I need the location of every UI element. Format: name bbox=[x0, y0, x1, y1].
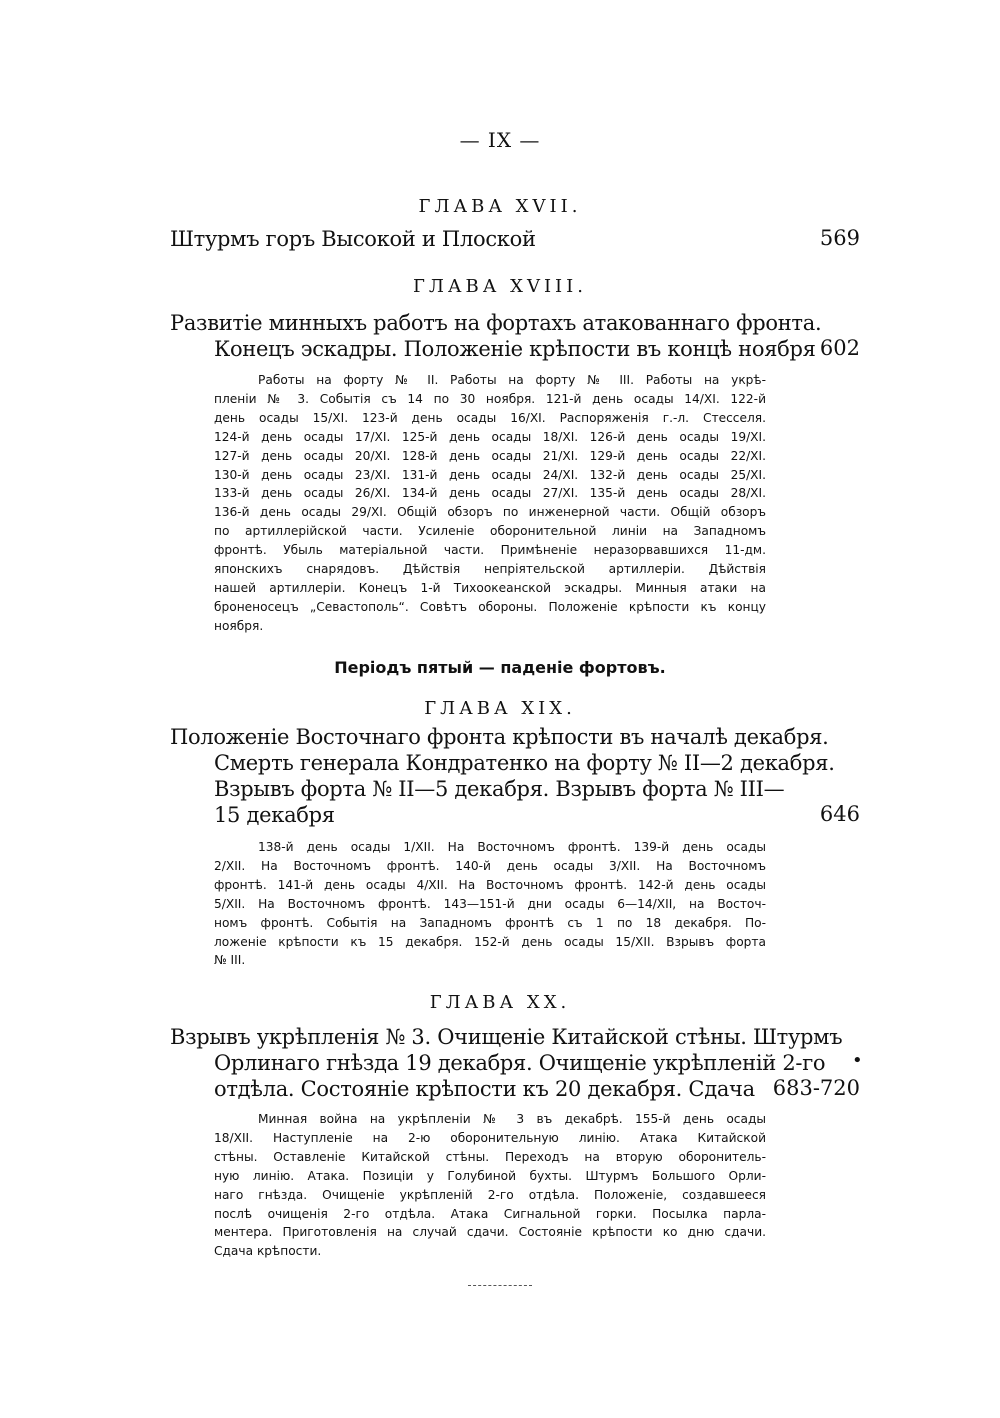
summary-line: ную линію. Атака. Позиціи у Голубиной бухты. Штурмъ Большого Орли- bbox=[214, 1168, 766, 1183]
summary-line: 127-й день осады 20/XI. 128-й день осады 21/XI. 129-й день осады 22/XI. bbox=[214, 448, 766, 463]
summary-line: пленіи № 3. Событія съ 14 по 30 ноября. 121-й день осады 14/XI. 122-й bbox=[214, 391, 766, 406]
chapter-18-heading: ГЛАВА XVIII. bbox=[412, 276, 588, 297]
chapter-19-page: 646 bbox=[819, 802, 860, 826]
chapter-18-page: 602 bbox=[819, 336, 860, 360]
summary-line: 138-й день осады 1/XII. На Восточномъ фронтѣ. 139-й день осады bbox=[258, 840, 766, 854]
chapter-20-title-line: Орлинаго гнѣзда 19 декабря. Очищеніе укрѣпленій 2-го bbox=[214, 1051, 826, 1075]
summary-line: Сдача крѣпости. bbox=[214, 1244, 322, 1259]
summary-line: нашей артиллеріи. Конецъ 1-й Тихоокеанской эскадры. Минныя атаки на bbox=[214, 580, 766, 595]
summary-line: день осады 15/XI. 123-й день осады 16/XI. Распоряженія г.-л. Стесселя. bbox=[214, 410, 766, 425]
chapter-19-heading: ГЛАВА XIX. bbox=[424, 698, 576, 719]
summary-line: Работы на форту № II. Работы на форту № III. Работы на укрѣ- bbox=[258, 373, 766, 387]
chapter-20-heading: ГЛАВА XX. bbox=[429, 992, 571, 1013]
chapter-19-title-line: Взрывъ форта № II—5 декабря. Взрывъ форта № III— bbox=[214, 777, 785, 801]
chapter-18-title-line: Конецъ эскадры. Положеніе крѣпости въ концѣ ноября bbox=[214, 337, 816, 361]
summary-line: фронтѣ. 141-й день осады 4/XII. На Восточномъ фронтѣ. 142-й день осады bbox=[214, 877, 766, 892]
period-heading: Періодъ пятый — паденіе фортовъ. bbox=[334, 658, 666, 677]
chapter-19-title-line: Положеніе Восточнаго фронта крѣпости въ началѣ декабря. bbox=[170, 725, 829, 749]
ink-dot-mark: • bbox=[852, 1050, 863, 1071]
summary-line: Минная война на укрѣпленіи № 3 въ декабрѣ. 155-й день осады bbox=[258, 1112, 766, 1126]
summary-line: по артиллерійской части. Усиленіе оборонительной линіи на Западномъ bbox=[214, 524, 766, 539]
summary-line: 130-й день осады 23/XI. 131-й день осады 24/XI. 132-й день осады 25/XI. bbox=[214, 467, 766, 482]
summary-line: ментера. Приготовленія на случай сдачи. Состояніе крѣпости ко дню сдачи. bbox=[214, 1225, 766, 1240]
chapter-17-heading: ГЛАВА XVII. bbox=[418, 196, 582, 217]
chapter-18-title-line: Развитіе минныхъ работъ на фортахъ атакованнаго фронта. bbox=[170, 311, 822, 335]
chapter-20-title-line: отдѣла. Состояніе крѣпости къ 20 декабря. Сдача bbox=[214, 1077, 755, 1101]
chapter-17-title-line: Штурмъ горъ Высокой и Плоской bbox=[170, 227, 536, 251]
summary-line: 5/XII. На Восточномъ фронтѣ. 143—151-й дни осады 6—14/XII, на Восточ- bbox=[214, 896, 766, 911]
chapter-19-title-line: Смерть генерала Кондратенко на форту № II—2 декабря. bbox=[214, 751, 835, 775]
summary-line: стѣны. Оставленіе Китайской стѣны. Переходъ на вторую оборонитель- bbox=[214, 1149, 766, 1164]
summary-line: № III. bbox=[214, 953, 246, 968]
summary-line: ложеніе крѣпости къ 15 декабря. 152-й день осады 15/XII. Взрывъ форта bbox=[214, 934, 766, 949]
summary-line: 2/XII. На Восточномъ фронтѣ. 140-й день осады 3/XII. На Восточномъ bbox=[214, 858, 766, 873]
chapter-19-title-line: 15 декабря bbox=[214, 803, 335, 827]
summary-line: 136-й день осады 29/XI. Общій обзоръ по инженерной части. Общій обзоръ bbox=[214, 505, 766, 520]
summary-line: наго гнѣзда. Очищеніе укрѣпленій 2-го отдѣла. Положеніе, создавшееся bbox=[214, 1187, 766, 1202]
chapter-17-title bbox=[170, 226, 770, 252]
chapter-18-title bbox=[170, 310, 822, 362]
summary-line: 133-й день осады 26/XI. 134-й день осады 27/XI. 135-й день осады 28/XI. bbox=[214, 486, 766, 501]
chapter-20-summary bbox=[214, 1110, 766, 1261]
chapter-20-title-line: Взрывъ укрѣпленія № 3. Очищеніе Китайской стѣны. Штурмъ bbox=[170, 1025, 843, 1049]
end-divider bbox=[468, 1285, 532, 1286]
chapter-17-page: 569 bbox=[819, 226, 860, 250]
summary-line: японскихъ снарядовъ. Дѣйствія непріятельской артиллеріи. Дѣйствія bbox=[214, 562, 766, 577]
chapter-19-summary bbox=[214, 838, 766, 970]
summary-line: фронтѣ. Убыль матеріальной части. Примѣненіе неразорвавшихся 11-дм. bbox=[214, 543, 766, 558]
summary-line: номъ фронтѣ. Событія на Западномъ фронтѣ съ 1 по 18 декабря. По- bbox=[214, 915, 766, 930]
summary-line: послѣ очищенія 2-го отдѣла. Атака Сигнальной горки. Посылка парла- bbox=[214, 1206, 766, 1221]
summary-line: 124-й день осады 17/XI. 125-й день осады 18/XI. 126-й день осады 19/XI. bbox=[214, 429, 766, 444]
page-number: — IX — bbox=[459, 128, 541, 152]
chapter-20-page: 683-720 bbox=[772, 1076, 860, 1100]
chapter-19-title bbox=[170, 724, 835, 828]
summary-line: ноября. bbox=[214, 618, 264, 633]
summary-line: 18/XII. Наступленіе на 2-ю оборонительную линію. Атака Китайской bbox=[214, 1130, 766, 1145]
chapter-18-summary bbox=[214, 371, 766, 636]
summary-line: броненосецъ „Севастополь“. Совѣтъ обороны. Положеніе крѣпости къ концу bbox=[214, 599, 766, 614]
